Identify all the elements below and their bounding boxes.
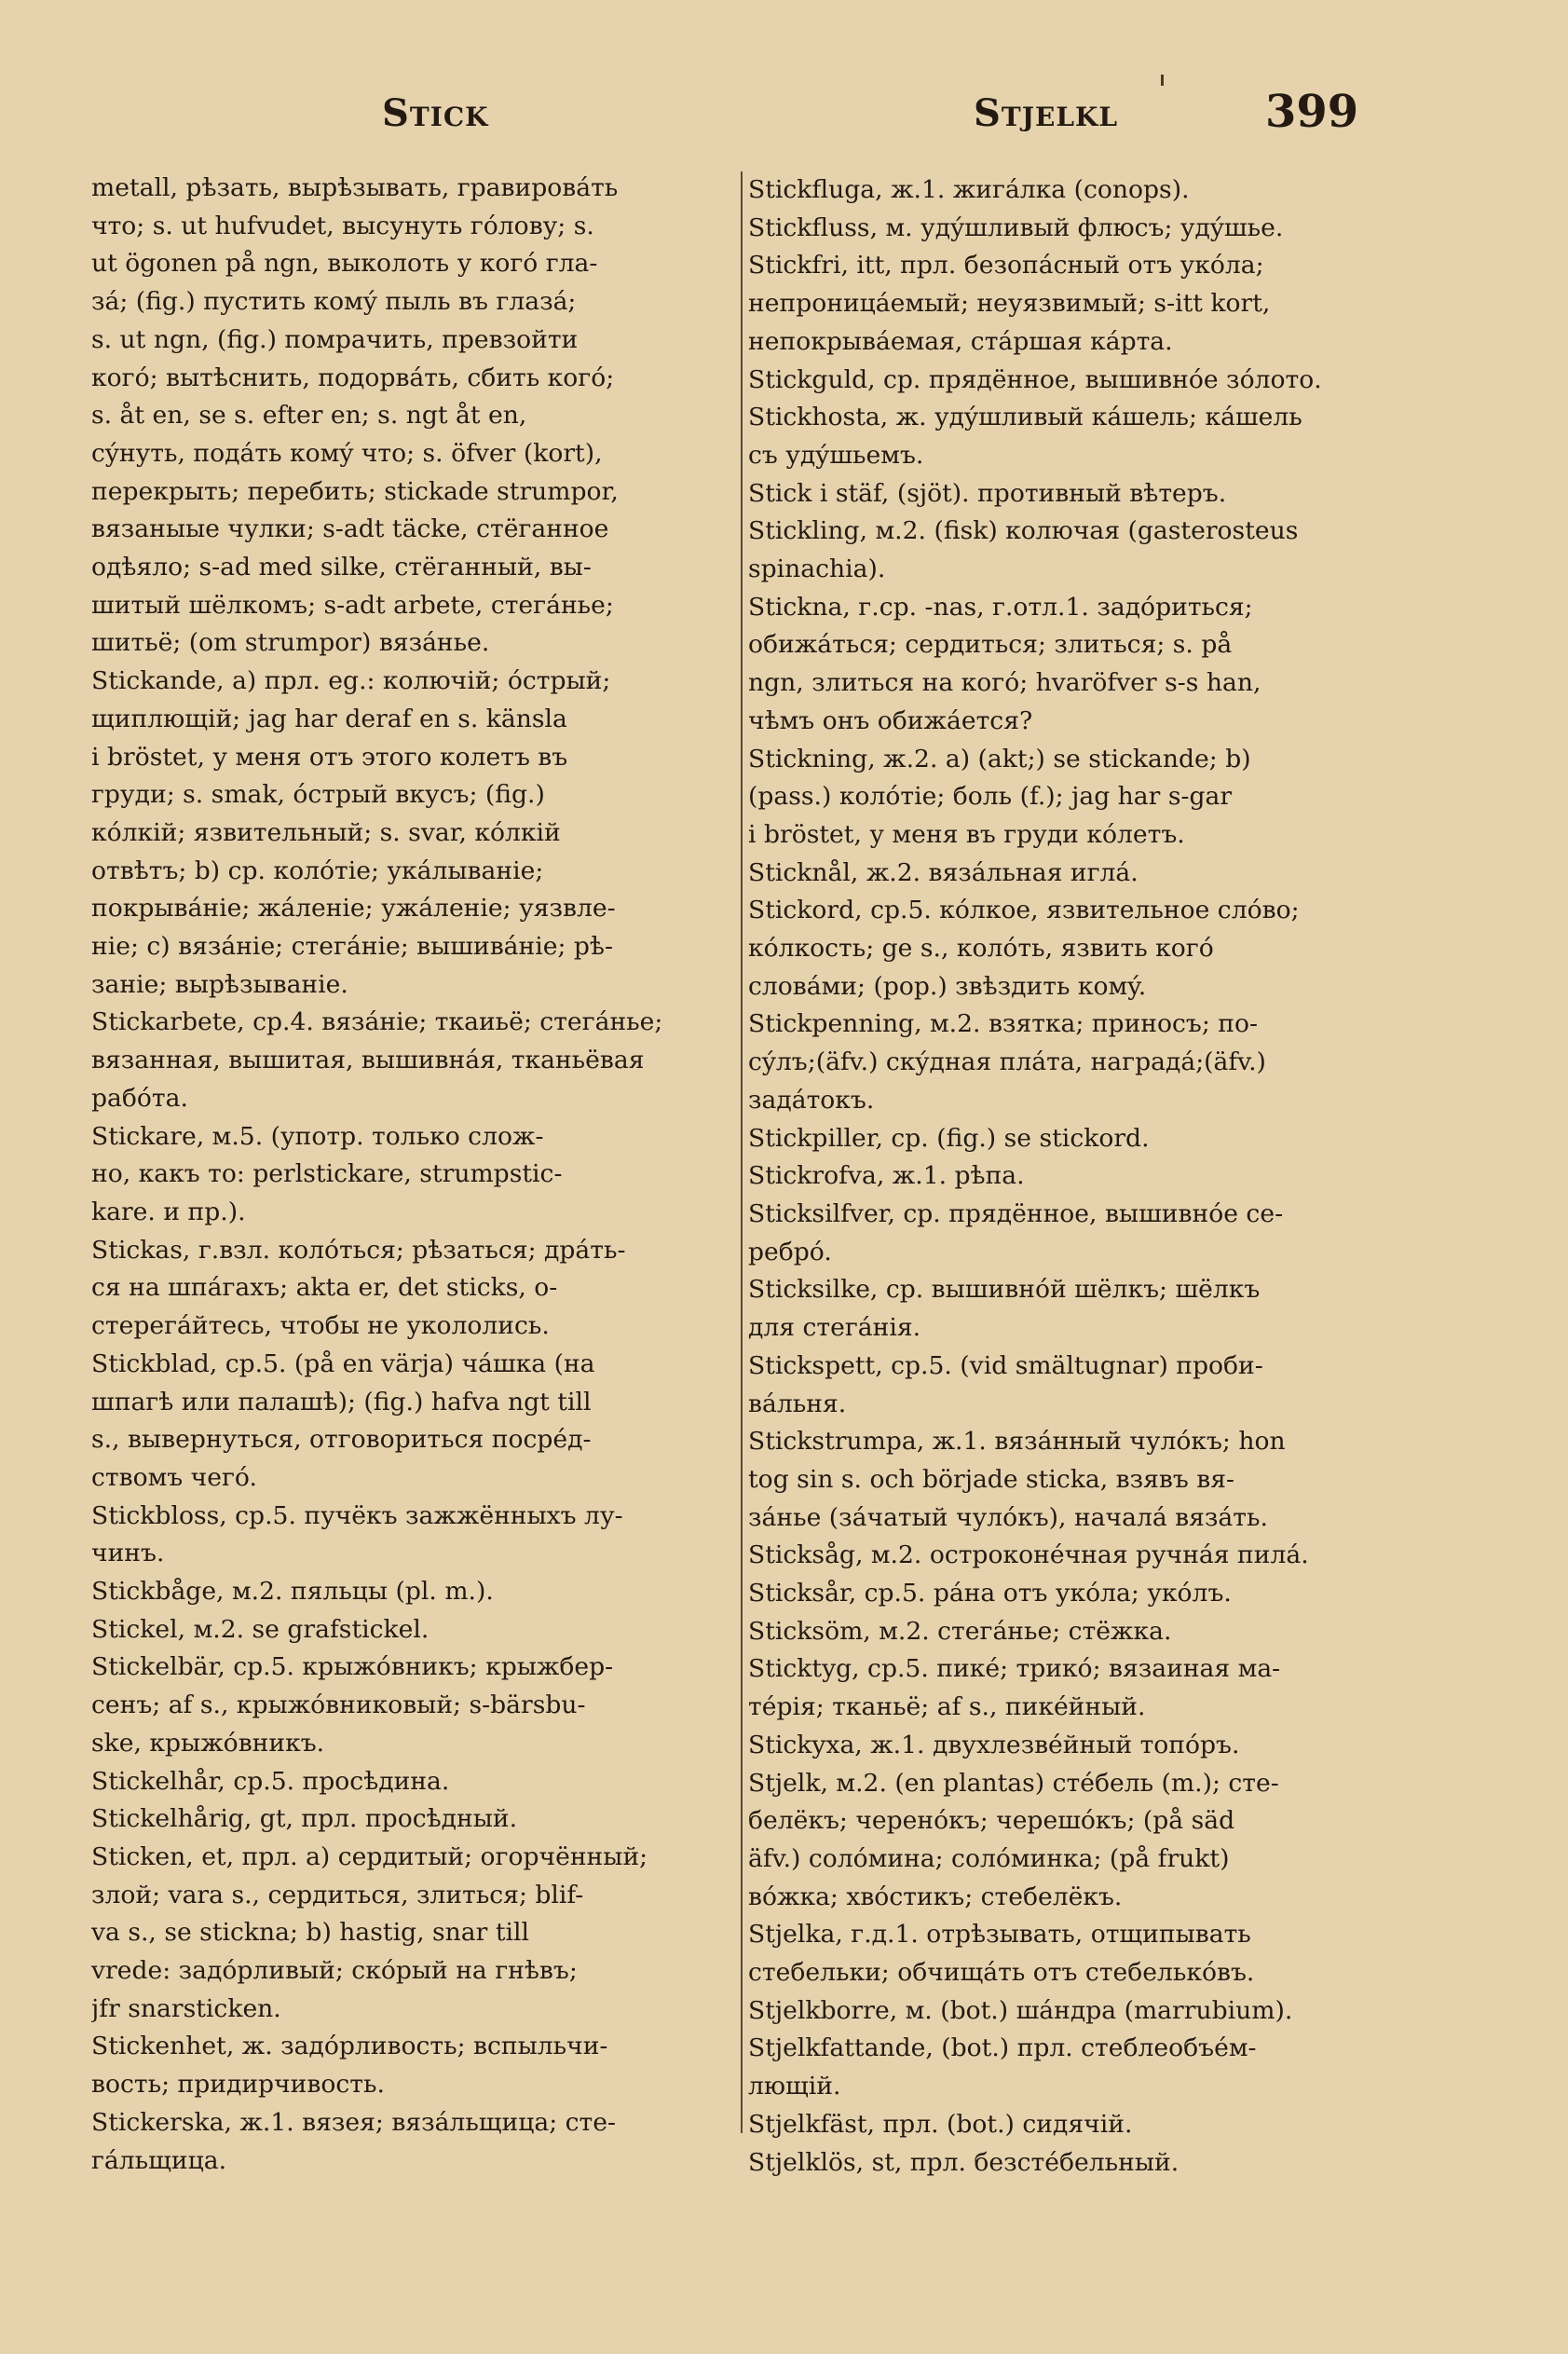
dictionary-line: обижáться; сердиться; злиться; s. på	[748, 630, 1233, 660]
dictionary-line: s., вывернуться, отговориться посрéд-	[91, 1425, 592, 1455]
dictionary-line: Stickhosta, ж. удýшливый кáшель; кáшель	[748, 403, 1302, 432]
dictionary-line: щиплющій; jag har deraf en s. känsla	[91, 704, 567, 733]
dictionary-line: Stjelkfattande, (bot.) прл. стеблеобъéм-	[748, 2033, 1257, 2063]
dictionary-line: Stickerska, ж.1. вязея; вязáльщица; сте-	[91, 2107, 616, 2137]
dictionary-line: s. ut ngn, (fig.) помрачить, превзойти	[91, 324, 579, 354]
dictionary-line: Stickel, м.2. se grafstickel.	[91, 1614, 429, 1644]
dictionary-line: отвѣтъ; b) ср. колóтіе; укáлываніе;	[91, 855, 544, 885]
dictionary-line: шитый шёлкомъ; s-adt arbete, стегáнье;	[91, 590, 614, 620]
dictionary-line: Stickas, г.взл. колóться; рѣзаться; дрáть-	[91, 1235, 626, 1265]
dictionary-line: ребрó.	[748, 1237, 832, 1266]
dictionary-line: стерегáйтесь, чтобы не укололись.	[91, 1311, 550, 1341]
dictionary-line: (pass.) колóтіе; боль (f.); jag har s-gar	[748, 782, 1233, 812]
running-head-left: Stick	[382, 91, 489, 135]
dictionary-line: Stickarbete, ср.4. вязáніе; ткаиьё; стегáнье;	[91, 1007, 663, 1037]
dictionary-line: зáнье (зáчатый чулóкъ), началá вязáть.	[748, 1502, 1268, 1532]
dictionary-line: Stickfluss, м. удýшливый флюсъ; удýшье.	[748, 212, 1284, 242]
dictionary-line: Stickfri, itt, прл. безопáсный отъ укóла;	[748, 251, 1264, 281]
dictionary-line: Sticksilke, ср. вышивнóй шёлкъ; шёлкъ	[748, 1275, 1261, 1305]
dictionary-line: ствомъ чегó.	[91, 1462, 257, 1492]
dictionary-line: одѣяло; s-ad med silke, стёганный, вы-	[91, 553, 592, 582]
dictionary-line: тéрія; тканьё; af s., пикéйный.	[748, 1692, 1146, 1722]
dictionary-line: заніе; вырѣзываніе.	[91, 969, 348, 999]
dictionary-line: Stickna, г.ср. -nas, г.отл.1. задóриться;	[748, 592, 1253, 622]
dictionary-line: Stickpenning, м.2. взятка; приносъ; по-	[748, 1009, 1258, 1039]
dictionary-line: Sticksåg, м.2. остроконéчная ручнáя пилá.	[748, 1540, 1309, 1570]
dictionary-line: груди; s. smak, óстрый вкусъ; (fig.)	[91, 780, 545, 810]
dictionary-line: кóлкій; язвительный; s. svar, кóлкій	[91, 817, 561, 847]
dictionary-line: вязаныые чулки; s-adt täcke, стёганное	[91, 514, 609, 544]
dictionary-line: белёкъ; черенóкъ; черешóкъ; (på säd	[748, 1806, 1235, 1836]
dictionary-line: va s., se stickna; b) hastig, snar till	[91, 1918, 530, 1948]
dictionary-line: Sticknål, ж.2. вязáльная иглá.	[748, 857, 1139, 887]
dictionary-line: словáми; (pop.) звѣздить комý.	[748, 971, 1147, 1001]
dictionary-line: Stickelhårig, gt, прл. просѣдный.	[91, 1804, 518, 1834]
running-head-right: Stjelkl	[974, 91, 1119, 135]
dictionary-line: лющій.	[748, 2072, 841, 2101]
dictionary-line: Stickspett, ср.5. (vid smältugnar) проби-	[748, 1350, 1263, 1380]
right-column	[741, 171, 1391, 2177]
dictionary-line: Stjelkfäst, прл. (bot.) сидячій.	[748, 2109, 1133, 2139]
dictionary-line: сýнуть, подáть комý что; s. öfver (kort),	[91, 438, 603, 468]
dictionary-line: metall, рѣзать, вырѣзывать, гравировáть	[91, 173, 619, 202]
dictionary-line: jfr snarsticken.	[91, 1993, 281, 2023]
dictionary-line: Stickbloss, ср.5. пучёкъ зажжённыхъ лу-	[91, 1500, 623, 1530]
dictionary-line: Sticktyg, ср.5. пикé; трикó; вязаиная ма-	[748, 1654, 1281, 1684]
dictionary-line: непокрывáемая, стáршая кáрта.	[748, 326, 1173, 356]
dictionary-line: Stickstrumpa, ж.1. вязáнный чулóкъ; hon	[748, 1427, 1286, 1457]
dictionary-line: Sticksår, ср.5. рáна отъ укóла; укóлъ.	[748, 1579, 1232, 1608]
dictionary-line: Stickande, a) прл. eg.: колючій; óстрый;	[91, 666, 611, 696]
dictionary-line: для стегáнія.	[748, 1313, 921, 1343]
dictionary-line: äfv.) солóмина; солóминка; (på frukt)	[748, 1843, 1230, 1873]
dictionary-line: но, какъ то: perlstickare, strumpstic-	[91, 1159, 563, 1189]
dictionary-line: кóлкость; ge s., колóть, язвить когó	[748, 934, 1214, 964]
dictionary-line: Stickord, ср.5. кóлкое, язвительное слóво;	[748, 896, 1300, 925]
dictionary-line: Stjelkborre, м. (bot.) шáндра (marrubium).	[748, 1995, 1293, 2025]
dictionary-line: шпагѣ или палашѣ); (fig.) hafva ngt till	[91, 1387, 592, 1417]
dictionary-line: ske, крыжóвникъ.	[91, 1728, 325, 1758]
dictionary-line: Sticksilfver, ср. прядённое, вышивнóе се-	[748, 1198, 1284, 1228]
dictionary-line: Sticken, et, прл. a) сердитый; огорчённый;	[91, 1841, 648, 1871]
dictionary-line: шитьё; (om strumpor) вязáнье.	[91, 628, 490, 658]
dictionary-line: Stickfluga, ж.1. жигáлка (conops).	[748, 175, 1190, 204]
print-mark	[1161, 75, 1164, 86]
dictionary-line: чинъ.	[91, 1539, 165, 1568]
dictionary-line: Stjelka, г.д.1. отрѣзывать, отщипывать	[748, 1920, 1251, 1950]
dictionary-line: съ удýшьемъ.	[748, 440, 924, 470]
dictionary-line: Stickelhår, ср.5. просѣдина.	[91, 1766, 450, 1796]
dictionary-line: сýлъ;(äfv.) скýдная плáта, наградá;(äfv.)	[748, 1047, 1266, 1077]
dictionary-line: вость; придирчивость.	[91, 2070, 385, 2100]
dictionary-line: рабóта.	[91, 1083, 188, 1113]
dictionary-line: vrede: задóрливый; скóрый на гнѣвъ;	[91, 1956, 578, 1986]
dictionary-line: чѣмъ онъ обижáется?	[748, 705, 1033, 735]
dictionary-line: Stick i stäf, (sjöt). противный вѣтеръ.	[748, 478, 1227, 508]
dictionary-line: Stickare, м.5. (употр. только слож-	[91, 1121, 544, 1151]
dictionary-line: Stickbåge, м.2. пяльцы (pl. m.).	[91, 1577, 494, 1607]
dictionary-line: ніе; c) вязáніе; стегáніе; вышивáніе; рѣ-	[91, 932, 613, 962]
dictionary-line: Stickling, м.2. (fisk) колючая (gasterosteus	[748, 516, 1299, 546]
dictionary-line: Stjelklös, st, прл. безстéбельный.	[748, 2147, 1179, 2177]
dictionary-line: стебельки; обчищáть отъ стебелькóвъ.	[748, 1958, 1255, 1988]
dictionary-line: Sticksöm, м.2. стегáнье; стёжка.	[748, 1616, 1172, 1646]
dictionary-line: гáльщица.	[91, 2145, 227, 2175]
dictionary-line: Stickrofva, ж.1. рѣпа.	[748, 1161, 1025, 1191]
dictionary-line: сенъ; af s., крыжóвниковый; s-bärsbu-	[91, 1690, 586, 1720]
page-number: 399	[1265, 86, 1359, 138]
dictionary-line: перекрыть; перебить; stickade strumpor,	[91, 476, 619, 506]
dictionary-line: Stickguld, ср. прядённое, вышивнóе зóлото.	[748, 364, 1322, 394]
dictionary-line: покрывáніе; жáленіе; ужáленіе; уязвле-	[91, 894, 616, 924]
dictionary-line: вóжка; хвóстикъ; стебелёкъ.	[748, 1882, 1123, 1911]
dictionary-line: злой; vara s., сердиться, злиться; blif-	[91, 1880, 584, 1909]
dictionary-line: tog sin s. och började sticka, взявъ вя-	[748, 1464, 1234, 1494]
dictionary-line: Stickblad, ср.5. (på en värja) чáшка (на	[91, 1348, 595, 1378]
dictionary-line: когó; вытѣснить, подорвáть, сбить когó;	[91, 363, 615, 392]
dictionary-line: ut ögonen på ngn, выколоть у когó гла-	[91, 249, 598, 279]
dictionary-line: непроницáемый; неуязвимый; s-itt kort,	[748, 289, 1271, 319]
dictionary-line: Stickenhet, ж. задóрливость; вспыльчи-	[91, 2032, 608, 2061]
dictionary-line: Stjelk, м.2. (en plantas) стéбель (m.); сте-	[748, 1768, 1279, 1798]
left-column	[91, 170, 734, 2180]
dictionary-line: ngn, злиться на когó; hvaröfver s-s han,	[748, 668, 1261, 698]
dictionary-line: Stickyxa, ж.1. двухлезвéйный топóръ.	[748, 1730, 1240, 1759]
dictionary-line: задáтокъ.	[748, 1085, 875, 1115]
dictionary-line: вязанная, вышитая, вышивнáя, тканьёвая	[91, 1046, 645, 1075]
dictionary-line: ся на шпáгахъ; akta er, det sticks, о-	[91, 1273, 558, 1303]
dictionary-line: зá; (fig.) пустить комý пыль въ глазá;	[91, 287, 577, 317]
dictionary-line: Stickelbär, ср.5. крыжóвникъ; крыжбер-	[91, 1652, 614, 1682]
dictionary-line: i bröstet, у меня въ груди кóлетъ.	[748, 819, 1185, 849]
dictionary-line: вáльня.	[748, 1389, 847, 1418]
dictionary-line: i bröstet, у меня отъ этого колетъ въ	[91, 742, 568, 772]
dictionary-line: Stickpiller, ср. (fig.) se stickord.	[748, 1123, 1150, 1153]
dictionary-line: spinachia).	[748, 554, 886, 584]
dictionary-line: s. åt en, se s. efter en; s. ngt åt en,	[91, 401, 527, 431]
dictionary-line: kare. и пр.).	[91, 1197, 246, 1226]
dictionary-line: что; s. ut hufvudet, высунуть гóлову; s.	[91, 211, 594, 240]
dictionary-line: Stickning, ж.2. a) (akt;) se stickande; b)	[748, 744, 1251, 773]
